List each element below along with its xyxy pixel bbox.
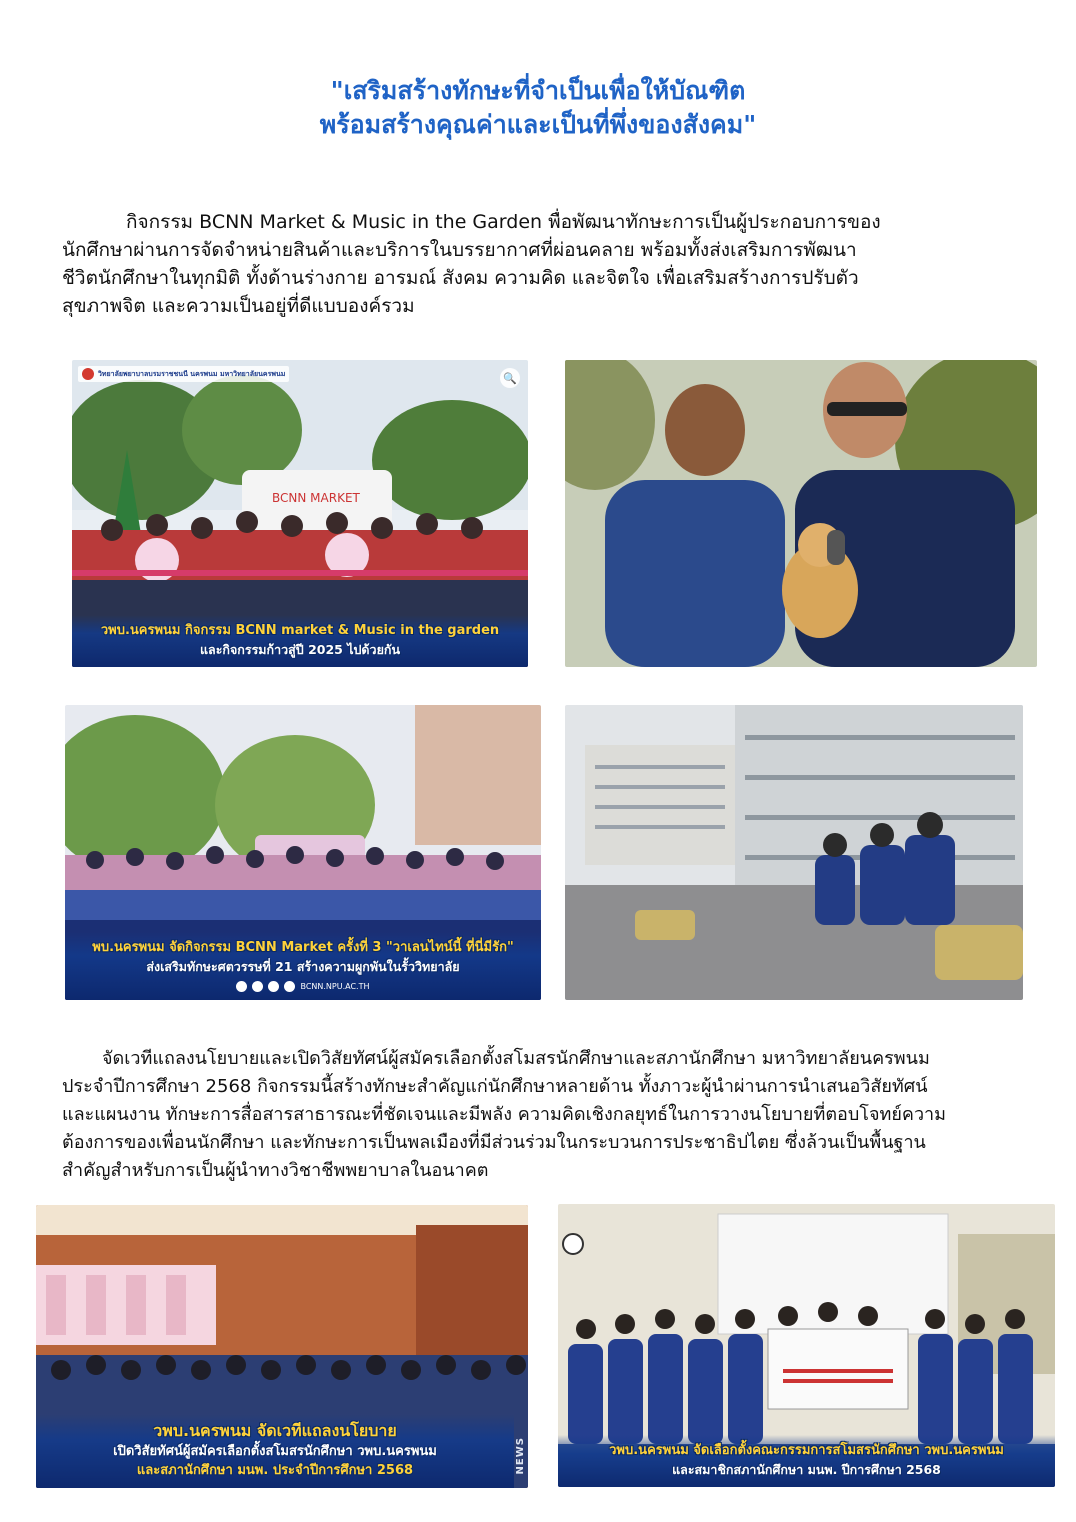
youtube-icon[interactable] — [268, 981, 279, 992]
paragraph-line: ต้องการของเพื่อนนักศึกษา และทักษะการเป็นพลเมืองที่มีส่วนร่วมในกระบวนการประชาธิปไตย ซึ่งล้วนเป็นพื้นฐาน — [62, 1132, 926, 1153]
college-emblem-icon — [82, 368, 94, 380]
facebook-icon[interactable] — [252, 981, 263, 992]
intro-paragraph — [62, 208, 1022, 320]
social-footer — [69, 981, 537, 992]
paragraph-line: และแผนงาน ทักษะการสื่อสารสาธารณะที่ชัดเจนและมีพลัง ความคิดเชิงกลยุทธ์ในการวางนโยบายที่ตอบโจทย์ความ — [62, 1104, 947, 1125]
photo-ribbon-cutting — [72, 360, 528, 667]
caption-main: วพบ.นครพนม จัดเวทีแถลงนโยบาย — [153, 1421, 397, 1440]
zoom-icon[interactable]: 🔍 — [500, 368, 520, 388]
caption-sub: และสภานักศึกษา มนพ. ประจำปีการศึกษา 2568 — [136, 1463, 414, 1478]
paragraph-line: ประจำปีการศึกษา 2568 กิจกรรมนี้สร้างทักษะสำคัญแก่นักศึกษาหลายด้าน ทั้งภาวะผู้นำผ่านการนำเสนอวิสัยทัศน์ — [62, 1076, 928, 1097]
caption-main: วพบ.นครพนม กิจกรรม BCNN market & Music in the garden — [100, 623, 500, 638]
news-tag: NEWS — [515, 1436, 526, 1474]
photo-caption — [558, 1435, 1055, 1487]
caption-main: พบ.นครพนม จัดกิจกรรม BCNN Market ครั้งที่ 3 "วาเลนไทน์นี้ ที่นี่มีรัก" — [92, 940, 514, 955]
photo-caption — [65, 932, 541, 1000]
paragraph-line: สุขภาพจิต และความเป็นอยู่ที่ดีแบบองค์รวม — [62, 295, 415, 317]
photo-hay-bales — [565, 705, 1023, 1000]
instagram-icon[interactable] — [236, 981, 247, 992]
photo-teddy-bear-image — [565, 360, 1037, 667]
caption-main: วพบ.นครพนม จัดเลือกตั้งคณะกรรมการสโมสรนักศึกษา วพบ.นครพนม — [609, 1443, 1004, 1458]
svg-text:BCNN MARKET: BCNN MARKET — [272, 491, 360, 505]
photo-valentine-group — [65, 705, 541, 1000]
college-logo — [78, 366, 289, 382]
page-title — [0, 74, 1076, 142]
website-url[interactable]: BCNN.NPU.AC.TH — [300, 982, 370, 991]
photo-caption — [36, 1414, 514, 1488]
caption-sub: และกิจกรรมก้าวสู่ปี 2025 ไปด้วยกัน — [199, 642, 401, 657]
caption-sub: ส่งเสริมทักษะศตวรรษที่ 21 สร้างความผูกพันในรั้ววิทยาลัย — [146, 959, 460, 974]
paragraph-line: จัดเวทีแถลงนโยบายและเปิดวิสัยทัศน์ผู้สมัครเลือกตั้งสโมสรนักศึกษาและสภานักศึกษา มหาวิทยาลัยนครพนม — [102, 1048, 930, 1069]
paragraph-line: กิจกรรม BCNN Market & Music in the Garden พื่อพัฒนาทักษะการเป็นผู้ประกอบการของ — [126, 211, 881, 233]
photo-auditorium — [36, 1205, 528, 1488]
photo-classroom-group — [558, 1204, 1055, 1487]
paragraph-line: นักศึกษาผ่านการจัดจำหน่ายสินค้าและบริการในบรรยากาศที่ผ่อนคลาย พร้อมทั้งส่งเสริมการพัฒนา — [62, 239, 857, 261]
paragraph-line: สำคัญสำหรับการเป็นผู้นำทางวิชาชีพพยาบาลในอนาคต — [62, 1160, 489, 1181]
photo-teddy-bear — [565, 360, 1037, 667]
paragraph-line: ชีวิตนักศึกษาในทุกมิติ ทั้งด้านร่างกาย อารมณ์ สังคม ความคิด และจิตใจ เพื่อเสริมสร้างการปรับตัว — [62, 267, 859, 289]
photo-hay-bales-image — [565, 705, 1023, 1000]
photo-caption — [72, 615, 528, 667]
caption-sub: และสมาชิกสภานักศึกษา มนพ. ปีการศึกษา 2568 — [672, 1462, 941, 1477]
college-logo-text: วิทยาลัยพยาบาลบรมราชชนนี นครพนม มหาวิทยาลัยนครพนม — [98, 369, 286, 378]
tiktok-icon[interactable] — [284, 981, 295, 992]
caption-sub: เปิดวิสัยทัศน์ผู้สมัครเลือกตั้งสโมสรนักศึกษา วพบ.นครพนม — [113, 1444, 437, 1459]
policy-paragraph — [62, 1045, 1022, 1185]
title-line-2: พร้อมสร้างคุณค่าและเป็นที่พึ่งของสังคม" — [319, 110, 757, 139]
title-line-1: "เสริมสร้างทักษะที่จำเป็นเพื่อให้บัณฑิต — [330, 76, 746, 105]
